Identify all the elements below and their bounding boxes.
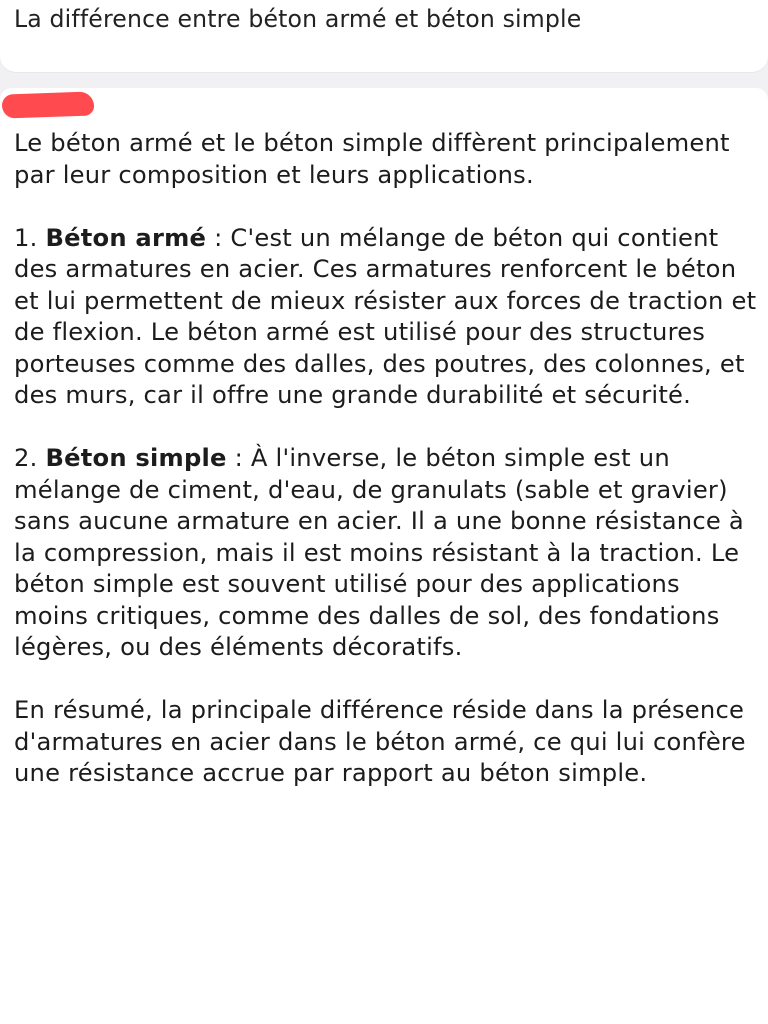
item-title: Béton simple: [45, 444, 227, 472]
assistant-answer-card: [0, 88, 768, 1024]
item-separator: :: [226, 444, 243, 472]
item-title: Béton armé: [45, 223, 207, 252]
item-separator: :: [206, 223, 223, 252]
assistant-answer-text: [14, 128, 759, 821]
answer-item-beton-simple: [14, 443, 759, 664]
item-body: À l'inverse, le béton simple est un mélange de ciment, d'eau, de granulats (sable et gravier) sans aucune armature en acier. Il a une bonne résistance à la compression, mais il est moins résistant à la traction. Le béton simple est souvent utilisé pour des applications moins critiques, comme des dalles de sol, des fondations légères, ou des éléments décoratifs.: [14, 444, 744, 661]
item-number: 1.: [14, 223, 38, 252]
item-body: C'est un mélange de béton qui contient des armatures en acier. Ces armatures renforcent le béton et lui permettent de mieux résister aux forces de traction et de flexion. Le béton armé est utilisé pour des structures porteuses comme des dalles, des poutres, des colonnes, et des murs, car il offre une grande durabilité et sécurité.: [14, 223, 757, 409]
answer-intro: Le béton armé et le béton simple diffèrent principalement par leur composition et leurs applications.: [14, 129, 730, 189]
red-redaction-mark: [2, 91, 95, 118]
user-message-text: La différence entre béton armé et béton simple: [14, 5, 582, 33]
user-message-bubble: [0, 0, 768, 72]
item-number: 2.: [14, 444, 38, 472]
answer-summary: En résumé, la principale différence réside dans la présence d'armatures en acier dans le béton armé, ce qui lui confère une résistance accrue par rapport au béton simple.: [14, 696, 746, 787]
answer-item-beton-arme: [14, 223, 759, 412]
